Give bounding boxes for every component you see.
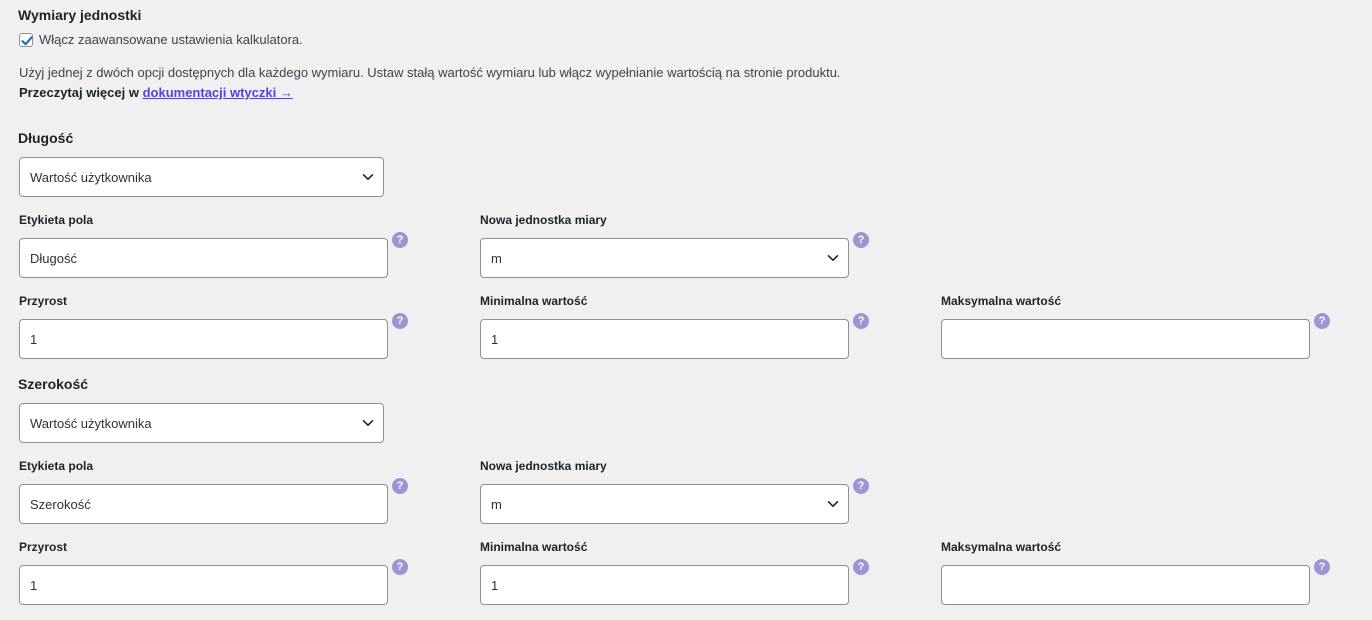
length-increment-label: Przyrost xyxy=(19,294,68,308)
width-field-label-label: Etykieta pola xyxy=(19,459,94,473)
width-field-label-input[interactable] xyxy=(19,484,388,524)
length-title: Długość xyxy=(18,130,74,146)
checkbox-label[interactable]: Włącz zaawansowane ustawienia kalkulatora. xyxy=(39,32,303,47)
width-max-label: Maksymalna wartość xyxy=(941,540,1062,554)
read-more-text xyxy=(19,85,293,100)
help-icon[interactable]: ? xyxy=(1314,313,1330,329)
width-mode-select[interactable] xyxy=(19,403,384,443)
length-mode-value: Wartość użytkownika xyxy=(30,169,152,185)
description-text: Użyj jednej z dwóch opcji dostępnych dla każdego wymiaru. Ustaw stałą wartość wymiaru lub włącz wypełnianie wartością na stronie produktu. xyxy=(19,65,841,80)
advanced-settings-checkbox[interactable] xyxy=(19,33,33,47)
chevron-down-icon xyxy=(362,417,374,429)
width-mode-value: Wartość użytkownika xyxy=(30,415,152,431)
help-icon[interactable]: ? xyxy=(853,232,869,248)
width-unit-value: m xyxy=(491,496,502,512)
length-max-label: Maksymalna wartość xyxy=(941,294,1062,308)
length-increment-value: 1 xyxy=(30,331,38,347)
length-mode-select[interactable] xyxy=(19,157,384,197)
help-icon[interactable]: ? xyxy=(1314,559,1330,575)
help-icon[interactable]: ? xyxy=(392,232,408,248)
length-min-label: Minimalna wartość xyxy=(480,294,588,308)
width-min-value: 1 xyxy=(491,577,499,593)
length-min-input[interactable] xyxy=(480,319,849,359)
help-icon[interactable]: ? xyxy=(853,559,869,575)
width-increment-input[interactable] xyxy=(19,565,388,605)
width-title: Szerokość xyxy=(18,376,89,392)
length-increment-input[interactable] xyxy=(19,319,388,359)
help-icon[interactable]: ? xyxy=(853,313,869,329)
chevron-down-icon xyxy=(827,498,839,510)
chevron-down-icon xyxy=(362,171,374,183)
length-field-label-value: Długość xyxy=(30,250,77,266)
width-max-input[interactable] xyxy=(941,565,1310,605)
checkmark-icon xyxy=(20,34,34,48)
section-title: Wymiary jednostki xyxy=(18,7,142,23)
documentation-link[interactable]: dokumentacji wtyczki → xyxy=(142,85,293,100)
width-unit-select[interactable] xyxy=(480,484,849,524)
length-min-value: 1 xyxy=(491,331,499,347)
help-icon[interactable]: ? xyxy=(392,478,408,494)
width-field-label-value: Szerokość xyxy=(30,496,91,512)
width-unit-label: Nowa jednostka miary xyxy=(480,459,607,473)
chevron-down-icon xyxy=(827,252,839,264)
width-increment-label: Przyrost xyxy=(19,540,68,554)
length-field-label-label: Etykieta pola xyxy=(19,213,94,227)
read-more-prefix: Przeczytaj więcej w xyxy=(19,85,143,100)
length-unit-value: m xyxy=(491,250,502,266)
width-min-input[interactable] xyxy=(480,565,849,605)
help-icon[interactable]: ? xyxy=(392,313,408,329)
width-increment-value: 1 xyxy=(30,577,38,593)
help-icon[interactable]: ? xyxy=(853,478,869,494)
length-max-input[interactable] xyxy=(941,319,1310,359)
help-icon[interactable]: ? xyxy=(392,559,408,575)
length-unit-label: Nowa jednostka miary xyxy=(480,213,607,227)
width-min-label: Minimalna wartość xyxy=(480,540,588,554)
length-unit-select[interactable] xyxy=(480,238,849,278)
length-field-label-input[interactable] xyxy=(19,238,388,278)
